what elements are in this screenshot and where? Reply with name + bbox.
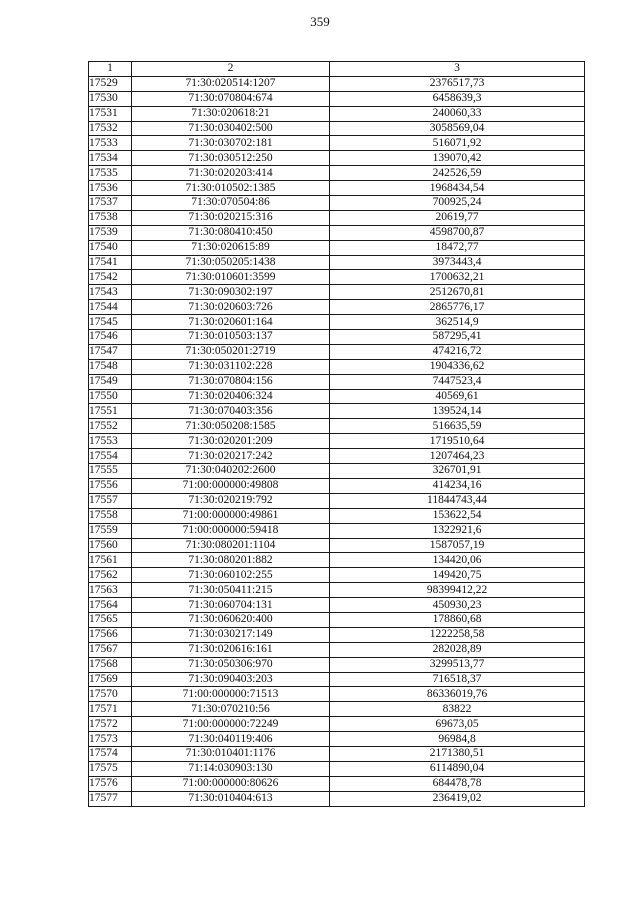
column-header-3: 3 — [330, 62, 585, 77]
cadastral-value-cell: 716518,37 — [330, 672, 585, 687]
cadastral-number-cell: 71:30:020615:89 — [132, 240, 330, 255]
row-number-cell: 17529 — [89, 76, 132, 91]
cadastral-number-cell: 71:30:070403:356 — [132, 404, 330, 419]
row-number-cell: 17572 — [89, 717, 132, 732]
table-row — [89, 612, 585, 627]
cadastral-value-cell: 178860,68 — [330, 612, 585, 627]
cadastral-number-cell: 71:30:020203:414 — [132, 166, 330, 181]
table-row — [89, 255, 585, 270]
table-row — [89, 791, 585, 806]
table-row — [89, 404, 585, 419]
cadastral-value-cell: 1904336,62 — [330, 359, 585, 374]
row-number-cell: 17564 — [89, 598, 132, 613]
cadastral-number-cell: 71:30:050411:215 — [132, 583, 330, 598]
cadastral-number-cell: 71:30:020406:324 — [132, 389, 330, 404]
cadastral-number-cell: 71:30:020201:209 — [132, 434, 330, 449]
cadastral-number-cell: 71:30:020616:161 — [132, 642, 330, 657]
row-number-cell: 17533 — [89, 136, 132, 151]
cadastral-value-cell: 149420,75 — [330, 568, 585, 583]
row-number-cell: 17535 — [89, 166, 132, 181]
cadastral-value-cell: 2171380,51 — [330, 746, 585, 761]
cadastral-value-cell: 3973443,4 — [330, 255, 585, 270]
cadastral-number-cell: 71:30:090302:197 — [132, 285, 330, 300]
cadastral-number-cell: 71:30:020618:21 — [132, 106, 330, 121]
cadastral-number-cell: 71:30:060620:400 — [132, 612, 330, 627]
cadastral-value-cell: 282028,89 — [330, 642, 585, 657]
cadastral-number-cell: 71:30:010404:613 — [132, 791, 330, 806]
row-number-cell: 17563 — [89, 583, 132, 598]
table-row — [89, 553, 585, 568]
table-row — [89, 598, 585, 613]
row-number-cell: 17544 — [89, 300, 132, 315]
table-row — [89, 687, 585, 702]
cadastral-value-cell: 2512670,81 — [330, 285, 585, 300]
row-number-cell: 17530 — [89, 91, 132, 106]
cadastral-number-cell: 71:00:000000:49808 — [132, 478, 330, 493]
cadastral-value-cell: 362514,9 — [330, 315, 585, 330]
table-row — [89, 672, 585, 687]
row-number-cell: 17560 — [89, 538, 132, 553]
cadastral-value-cell: 83822 — [330, 702, 585, 717]
cadastral-value-table — [88, 61, 585, 807]
cadastral-value-cell: 134420,06 — [330, 553, 585, 568]
page-number: 359 — [310, 14, 330, 29]
table-row — [89, 761, 585, 776]
row-number-cell: 17573 — [89, 732, 132, 747]
row-number-cell: 17548 — [89, 359, 132, 374]
row-number-cell: 17567 — [89, 642, 132, 657]
table-row — [89, 285, 585, 300]
row-number-cell: 17540 — [89, 240, 132, 255]
cadastral-number-cell: 71:30:030217:149 — [132, 627, 330, 642]
cadastral-number-cell: 71:14:030903:130 — [132, 761, 330, 776]
row-number-cell: 17569 — [89, 672, 132, 687]
cadastral-number-cell: 71:30:030512:250 — [132, 151, 330, 166]
row-number-cell: 17531 — [89, 106, 132, 121]
row-number-cell: 17566 — [89, 627, 132, 642]
row-number-cell: 17555 — [89, 464, 132, 479]
cadastral-value-cell: 414234,16 — [330, 478, 585, 493]
column-header-1: 1 — [89, 62, 132, 77]
cadastral-number-cell: 71:30:050306:970 — [132, 657, 330, 672]
table-row — [89, 300, 585, 315]
cadastral-number-cell: 71:30:020601:164 — [132, 315, 330, 330]
cadastral-value-cell: 587295,41 — [330, 330, 585, 345]
cadastral-number-cell: 71:00:000000:80626 — [132, 776, 330, 791]
row-number-cell: 17551 — [89, 404, 132, 419]
cadastral-value-cell: 3299513,77 — [330, 657, 585, 672]
table-row — [89, 240, 585, 255]
table-row — [89, 389, 585, 404]
cadastral-value-cell: 4598700,87 — [330, 225, 585, 240]
row-number-cell: 17541 — [89, 255, 132, 270]
table-row — [89, 359, 585, 374]
cadastral-number-cell: 71:30:030402:500 — [132, 121, 330, 136]
cadastral-number-cell: 71:30:090403:203 — [132, 672, 330, 687]
row-number-cell: 17542 — [89, 270, 132, 285]
row-number-cell: 17539 — [89, 225, 132, 240]
cadastral-number-cell: 71:30:080410:450 — [132, 225, 330, 240]
cadastral-value-cell: 1207464,23 — [330, 449, 585, 464]
table-row — [89, 151, 585, 166]
cadastral-value-cell: 6114890,04 — [330, 761, 585, 776]
table-row — [89, 478, 585, 493]
row-number-cell: 17553 — [89, 434, 132, 449]
table-row — [89, 121, 585, 136]
cadastral-number-cell: 71:30:040202:2600 — [132, 464, 330, 479]
row-number-cell: 17565 — [89, 612, 132, 627]
cadastral-value-cell: 96984,8 — [330, 732, 585, 747]
table-row — [89, 344, 585, 359]
cadastral-number-cell: 71:30:031102:228 — [132, 359, 330, 374]
cadastral-number-cell: 71:00:000000:49861 — [132, 508, 330, 523]
table-row — [89, 508, 585, 523]
row-number-cell: 17576 — [89, 776, 132, 791]
table-header-row — [89, 62, 585, 77]
cadastral-value-cell: 1719510,64 — [330, 434, 585, 449]
table-row — [89, 732, 585, 747]
table-row — [89, 166, 585, 181]
cadastral-number-cell: 71:30:010401:1176 — [132, 746, 330, 761]
cadastral-value-cell: 6458639,3 — [330, 91, 585, 106]
table-row — [89, 627, 585, 642]
table-row — [89, 538, 585, 553]
cadastral-number-cell: 71:30:050205:1438 — [132, 255, 330, 270]
cadastral-number-cell: 71:00:000000:72249 — [132, 717, 330, 732]
cadastral-number-cell: 71:30:040119:406 — [132, 732, 330, 747]
cadastral-number-cell: 71:30:020603:726 — [132, 300, 330, 315]
table-row — [89, 568, 585, 583]
cadastral-number-cell: 71:30:010601:3599 — [132, 270, 330, 285]
cadastral-value-cell: 7447523,4 — [330, 374, 585, 389]
cadastral-number-cell: 71:30:060102:255 — [132, 568, 330, 583]
table-row — [89, 419, 585, 434]
row-number-cell: 17558 — [89, 508, 132, 523]
cadastral-value-cell: 236419,02 — [330, 791, 585, 806]
cadastral-value-cell: 1700632,21 — [330, 270, 585, 285]
cadastral-value-cell: 86336019,76 — [330, 687, 585, 702]
cadastral-number-cell: 71:30:070804:674 — [132, 91, 330, 106]
cadastral-value-cell: 474216,72 — [330, 344, 585, 359]
table-row — [89, 210, 585, 225]
cadastral-number-cell: 71:30:050201:2719 — [132, 344, 330, 359]
row-number-cell: 17538 — [89, 210, 132, 225]
cadastral-number-cell: 71:30:020514:1207 — [132, 76, 330, 91]
table-row — [89, 330, 585, 345]
column-header-2: 2 — [132, 62, 330, 77]
row-number-cell: 17552 — [89, 419, 132, 434]
cadastral-value-cell: 684478,78 — [330, 776, 585, 791]
row-number-cell: 17546 — [89, 330, 132, 345]
cadastral-value-cell: 450930,23 — [330, 598, 585, 613]
row-number-cell: 17549 — [89, 374, 132, 389]
cadastral-value-cell: 242526,59 — [330, 166, 585, 181]
table-body — [89, 76, 585, 806]
cadastral-number-cell: 71:30:070804:156 — [132, 374, 330, 389]
cadastral-value-cell: 2376517,73 — [330, 76, 585, 91]
table-row — [89, 464, 585, 479]
cadastral-value-cell: 40569,61 — [330, 389, 585, 404]
row-number-cell: 17570 — [89, 687, 132, 702]
cadastral-value-cell: 153622,54 — [330, 508, 585, 523]
table-row — [89, 270, 585, 285]
cadastral-number-cell: 71:30:010502:1385 — [132, 181, 330, 196]
table-row — [89, 91, 585, 106]
row-number-cell: 17568 — [89, 657, 132, 672]
table-row — [89, 583, 585, 598]
table-row — [89, 642, 585, 657]
row-number-cell: 17532 — [89, 121, 132, 136]
cadastral-number-cell: 71:30:070210:56 — [132, 702, 330, 717]
table-row — [89, 225, 585, 240]
row-number-cell: 17562 — [89, 568, 132, 583]
row-number-cell: 17537 — [89, 196, 132, 211]
table-row — [89, 717, 585, 732]
row-number-cell: 17547 — [89, 344, 132, 359]
cadastral-value-cell: 98399412,22 — [330, 583, 585, 598]
table-row — [89, 136, 585, 151]
row-number-cell: 17543 — [89, 285, 132, 300]
cadastral-value-cell: 3058569,04 — [330, 121, 585, 136]
cadastral-value-cell: 1968434,54 — [330, 181, 585, 196]
cadastral-number-cell: 71:00:000000:59418 — [132, 523, 330, 538]
cadastral-value-cell: 1587057,19 — [330, 538, 585, 553]
table-row — [89, 374, 585, 389]
row-number-cell: 17571 — [89, 702, 132, 717]
row-number-cell: 17559 — [89, 523, 132, 538]
table-row — [89, 657, 585, 672]
cadastral-number-cell: 71:30:020215:316 — [132, 210, 330, 225]
cadastral-number-cell: 71:30:050208:1585 — [132, 419, 330, 434]
row-number-cell: 17534 — [89, 151, 132, 166]
cadastral-value-cell: 240060,33 — [330, 106, 585, 121]
cadastral-number-cell: 71:30:080201:1104 — [132, 538, 330, 553]
cadastral-number-cell: 71:30:080201:882 — [132, 553, 330, 568]
cadastral-value-cell: 1322921,6 — [330, 523, 585, 538]
table-row — [89, 181, 585, 196]
cadastral-value-cell: 516635,59 — [330, 419, 585, 434]
row-number-cell: 17577 — [89, 791, 132, 806]
cadastral-value-cell: 69673,05 — [330, 717, 585, 732]
cadastral-value-cell: 700925,24 — [330, 196, 585, 211]
cadastral-number-cell: 71:00:000000:71513 — [132, 687, 330, 702]
table-row — [89, 493, 585, 508]
cadastral-number-cell: 71:30:070504:86 — [132, 196, 330, 211]
cadastral-number-cell: 71:30:020217:242 — [132, 449, 330, 464]
cadastral-value-cell: 11844743,44 — [330, 493, 585, 508]
row-number-cell: 17574 — [89, 746, 132, 761]
cadastral-number-cell: 71:30:010503:137 — [132, 330, 330, 345]
table-row — [89, 449, 585, 464]
row-number-cell: 17557 — [89, 493, 132, 508]
table-row — [89, 106, 585, 121]
cadastral-value-cell: 1222258,58 — [330, 627, 585, 642]
cadastral-number-cell: 71:30:030702:181 — [132, 136, 330, 151]
row-number-cell: 17575 — [89, 761, 132, 776]
row-number-cell: 17536 — [89, 181, 132, 196]
cadastral-value-cell: 2865776,17 — [330, 300, 585, 315]
cadastral-value-cell: 139524,14 — [330, 404, 585, 419]
cadastral-value-cell: 326701,91 — [330, 464, 585, 479]
table-row — [89, 196, 585, 211]
row-number-cell: 17561 — [89, 553, 132, 568]
table-row — [89, 746, 585, 761]
row-number-cell: 17545 — [89, 315, 132, 330]
table-row — [89, 776, 585, 791]
table-row — [89, 434, 585, 449]
cadastral-value-cell: 20619,77 — [330, 210, 585, 225]
table-row — [89, 523, 585, 538]
cadastral-number-cell: 71:30:060704:131 — [132, 598, 330, 613]
cadastral-value-cell: 139070,42 — [330, 151, 585, 166]
table-row — [89, 315, 585, 330]
cadastral-number-cell: 71:30:020219:792 — [132, 493, 330, 508]
table-row — [89, 76, 585, 91]
row-number-cell: 17556 — [89, 478, 132, 493]
cadastral-value-cell: 18472,77 — [330, 240, 585, 255]
row-number-cell: 17554 — [89, 449, 132, 464]
row-number-cell: 17550 — [89, 389, 132, 404]
table-row — [89, 702, 585, 717]
cadastral-value-cell: 516071,92 — [330, 136, 585, 151]
